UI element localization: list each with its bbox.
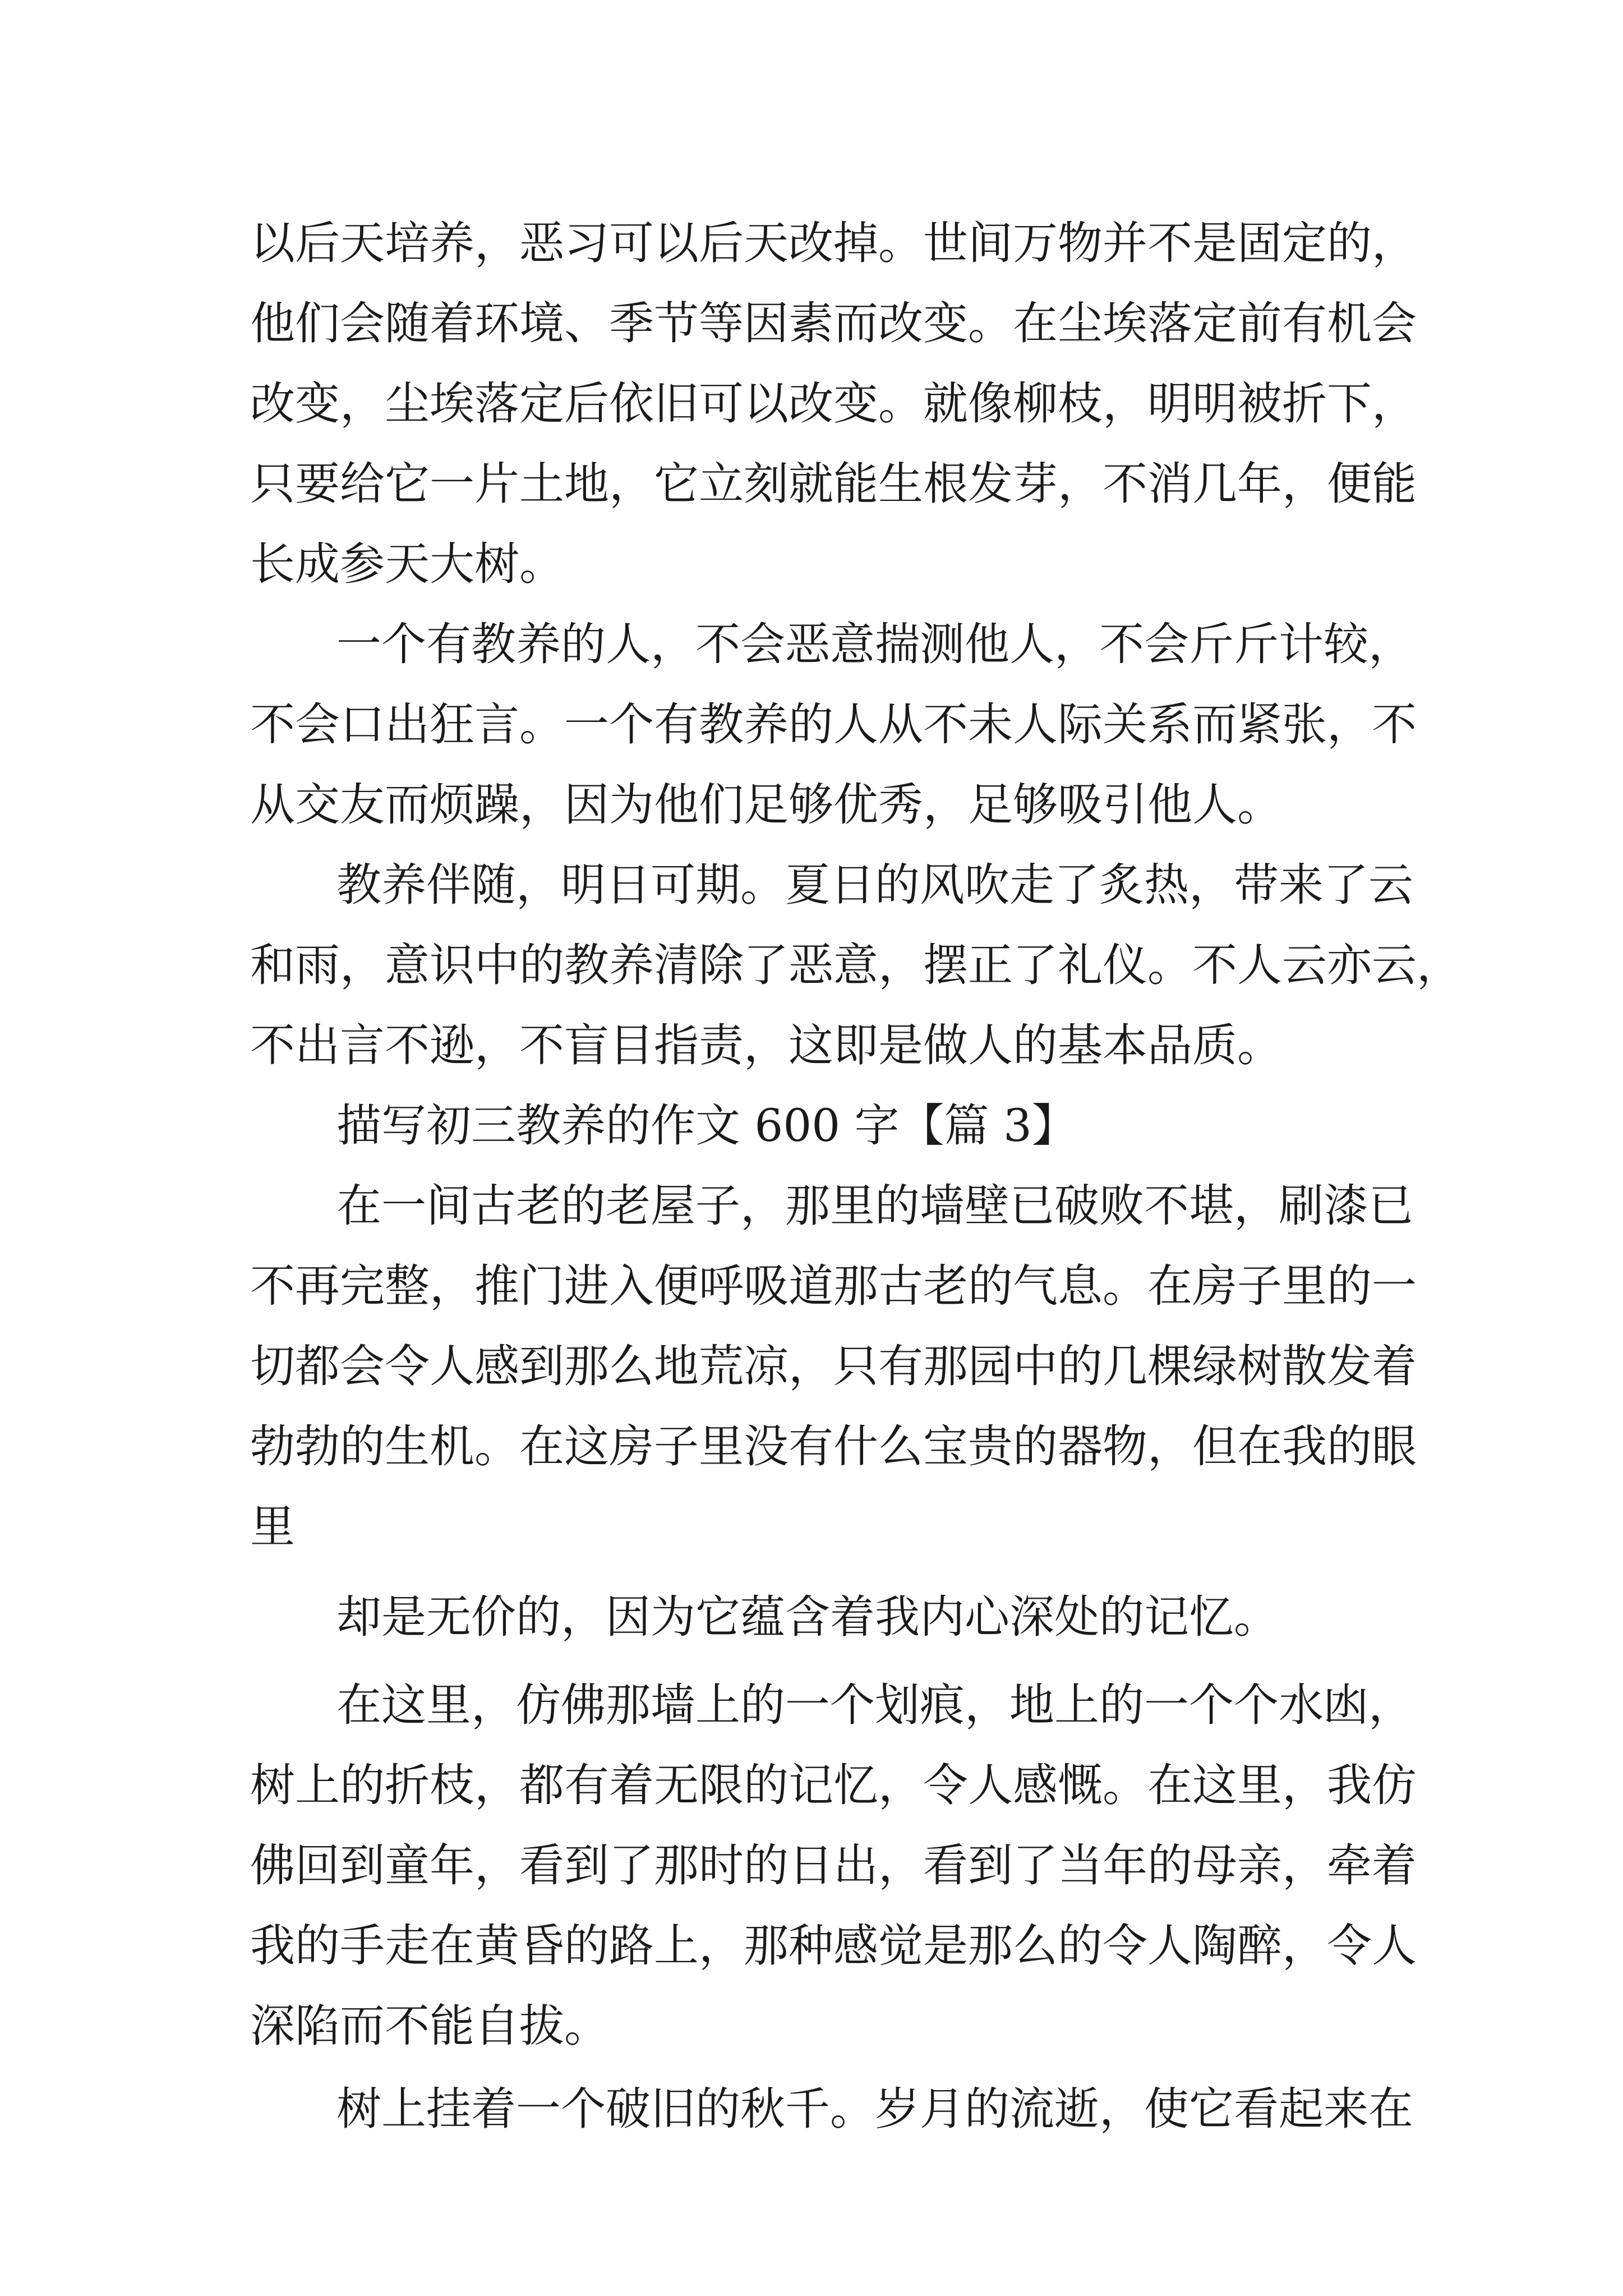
section-heading: 描写初三教养的作文 600 字【篇 3】 <box>336 1099 1077 1152</box>
text-line: 以后天培养，恶习可以后天改掉。世间万物并不是固定的， <box>250 217 1417 269</box>
text-line: 切都会令人感到那么地荒凉，只有那园中的几棵绿树散发着 <box>250 1340 1417 1392</box>
text-line: 不出言不逊，不盲目指责，这即是做人的基本品质。 <box>250 1019 1282 1071</box>
text-line: 只要给它一片土地，它立刻就能生根发芽，不消几年，便能 <box>250 458 1417 510</box>
paragraph-first-line: 树上挂着一个破旧的秋千。岁月的流逝，使它看起来在 <box>336 2083 1413 2135</box>
text-line: 不再完整，推门进入便呼吸道那古老的气息。在房子里的一 <box>250 1260 1417 1312</box>
text-line: 改变，尘埃落定后依旧可以改变。就像柳枝，明明被折下， <box>250 378 1417 430</box>
text-line: 里 <box>250 1501 295 1553</box>
text-line: 佛回到童年，看到了那时的日出，看到了当年的母亲，牵着 <box>250 1839 1417 1892</box>
text-line: 从交友而烦躁，因为他们足够优秀，足够吸引他人。 <box>250 779 1282 831</box>
text-line: 不会口出狂言。一个有教养的人从不未人际关系而紧张，不 <box>250 698 1417 751</box>
text-line: 他们会随着环境、季节等因素而改变。在尘埃落定前有机会 <box>250 297 1417 349</box>
text-line: 长成参天大树。 <box>250 538 564 590</box>
paragraph-first-line: 却是无价的，因为它蕴含着我内心深处的记忆。 <box>336 1591 1279 1643</box>
paragraph-first-line: 在一间古老的老屋子，那里的墙壁已破败不堪，刷漆已 <box>336 1180 1413 1232</box>
text-line: 树上的折枝，都有着无限的记忆，令人感慨。在这里，我仿 <box>250 1759 1417 1811</box>
paragraph-first-line: 一个有教养的人，不会恶意揣测他人，不会斤斤计较， <box>336 618 1413 670</box>
text-line: 深陷而不能自拔。 <box>250 2000 609 2052</box>
text-line: 我的手走在黄昏的路上，那种感觉是那么的令人陶醉，令人 <box>250 1920 1417 1972</box>
text-line: 勃勃的生机。在这房子里没有什么宝贵的器物，但在我的眼 <box>250 1420 1417 1473</box>
paragraph-first-line: 教养伴随，明日可期。夏日的风吹走了炙热，带来了云 <box>336 859 1413 911</box>
text-line: 和雨，意识中的教养清除了恶意，摆正了礼仪。不人云亦云， <box>250 939 1461 991</box>
paragraph-first-line: 在这里，仿佛那墙上的一个划痕，地上的一个个水凼， <box>336 1679 1413 1731</box>
